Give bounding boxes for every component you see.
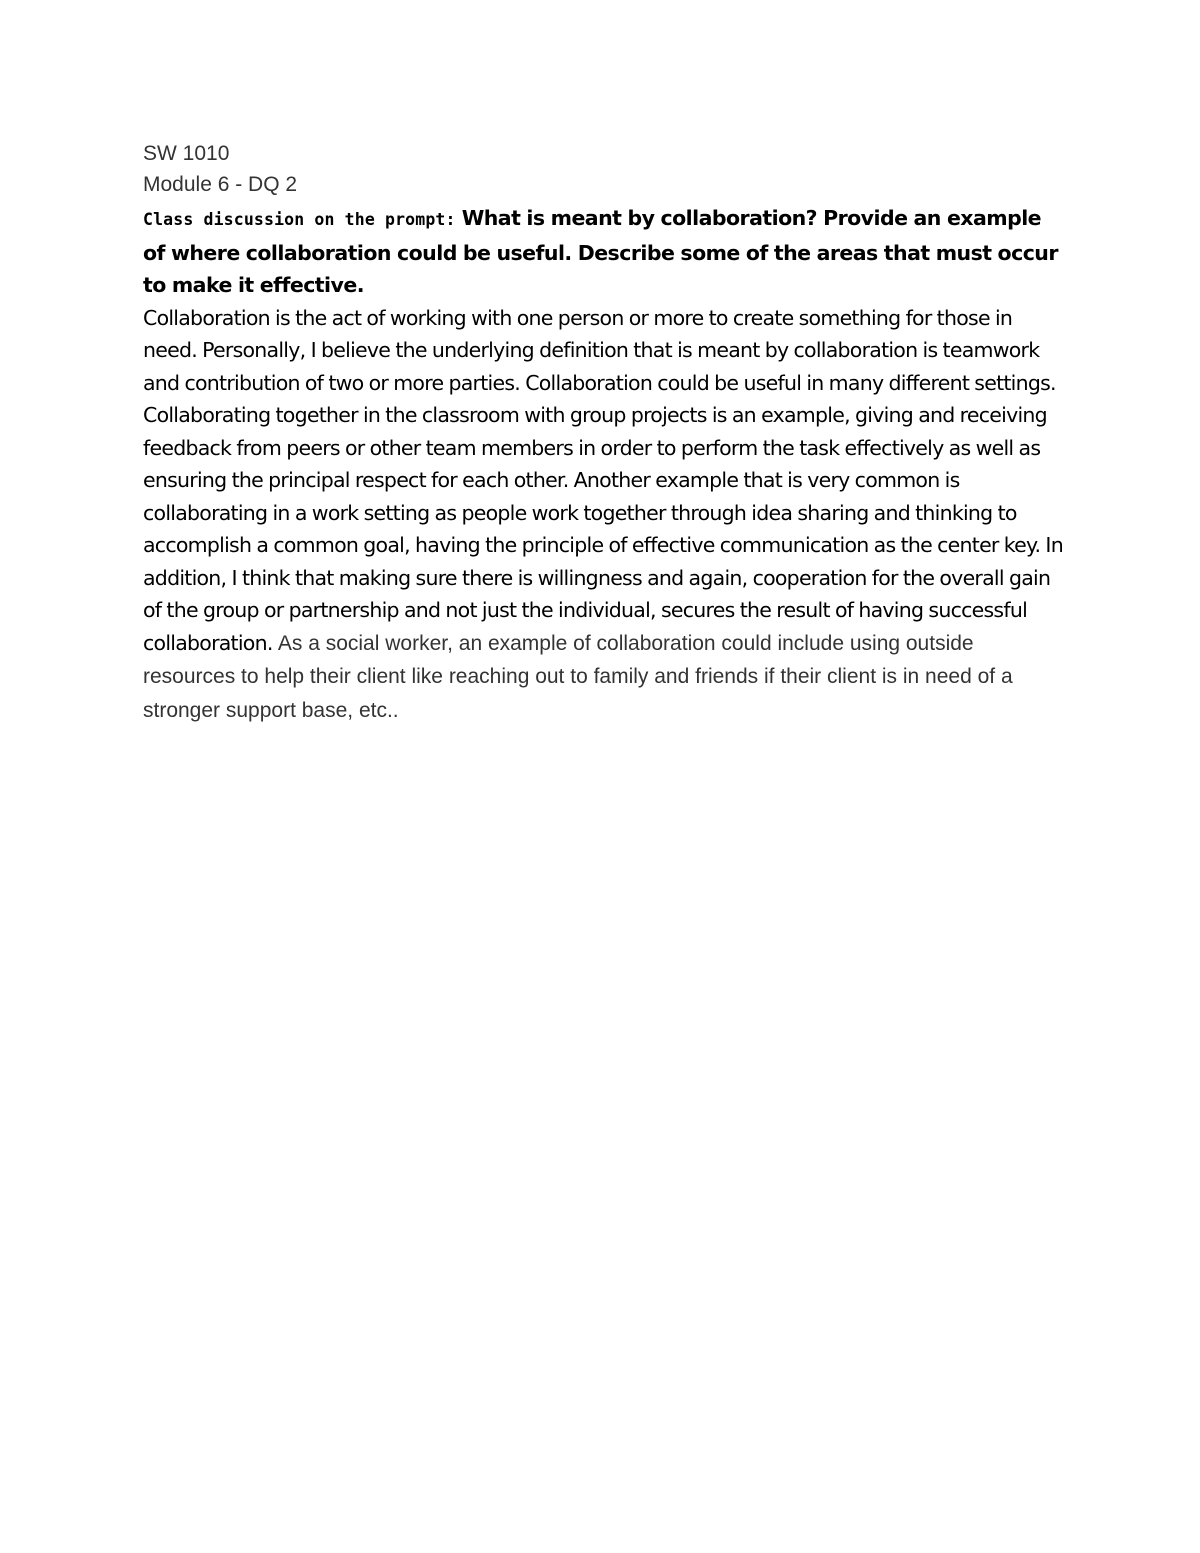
answer-paragraph bbox=[143, 302, 1068, 728]
assignment-title: Module 6 - DQ 2 bbox=[143, 173, 298, 196]
answer-text-social-work-example: As a social worker, an example of collaboration could include using outside resources to help their client like reaching out to family and friends if their client is in need of a stronger support base, etc.. bbox=[143, 631, 1013, 722]
prompt-question: What is meant by collaboration? Provide an example of where collaboration could be useful. Describe some of the areas that must occur to make it effective. bbox=[143, 206, 1058, 297]
course-code: SW 1010 bbox=[143, 142, 230, 165]
document-content bbox=[143, 138, 1068, 727]
answer-text-main: Collaboration is the act of working with one person or more to create something for those in need. Personally, I believe the underlying definition that is meant by collaboration is teamwork and contribution of two or more parties. Collaboration could be useful in many different settings. Collaborating together in the classroom with group projects is an example, giving and receiving feedback from peers or other team members in order to perform the task effectively as well as ensuring the principal respect for each other. Another example that is very common is collaborating in a work setting as people work together through idea sharing and thinking to accomplish a common goal, having the principle of effective communication as the center key. In addition, I think that making sure there is willingness and again, cooperation for the overall gain of the group or partnership and not just the individual, secures the result of having successful collaboration. bbox=[143, 305, 1063, 655]
discussion-prompt bbox=[143, 202, 1068, 302]
prompt-label: Class discussion on the prompt: bbox=[143, 210, 456, 229]
